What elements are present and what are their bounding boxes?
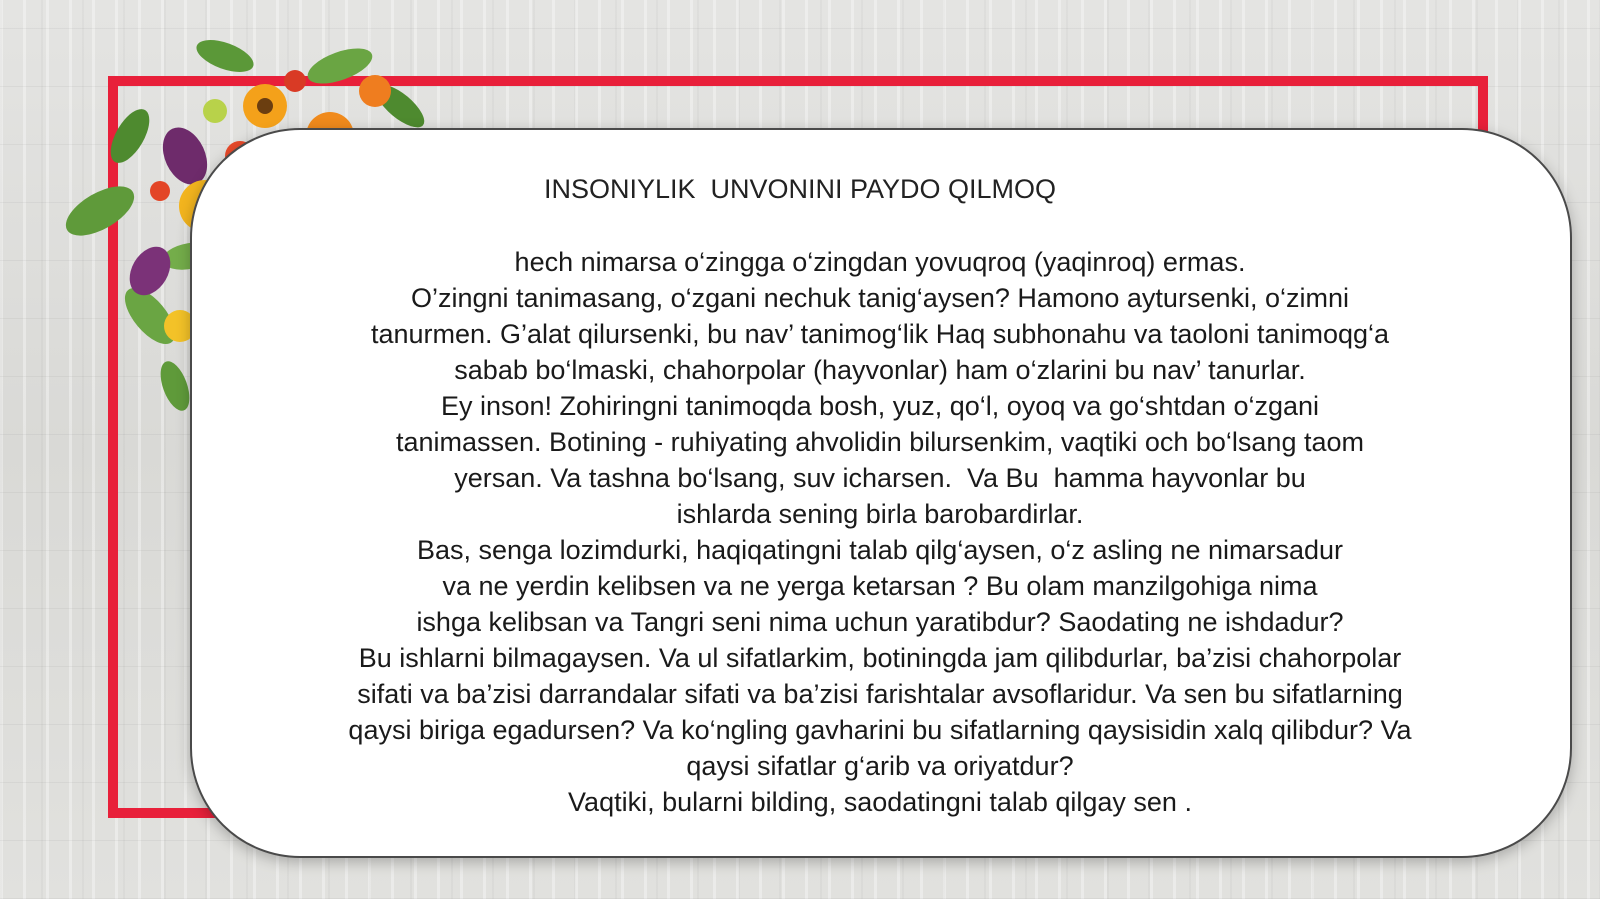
body-line: tanurmen. G’alat qilursenki, bu nav’ tanimog‘lik Haq subhonahu va taoloni tanimoqg‘a [370, 319, 1390, 349]
body-line: ishlarda sening birla barobardirlar. [676, 499, 1084, 529]
body-line: ishga kelibsan va Tangri seni nima uchun yaratibdur? Saodating ne ishdadur? [416, 607, 1344, 637]
body-line: va ne yerdin kelibsen va ne yerga ketarsan ? Bu olam manzilgohiga nima [442, 571, 1318, 601]
slide-title: INSONIYLIK UNVONINI PAYDO QILMOQ [543, 174, 1057, 204]
body-line: Bas, senga lozimdurki, haqiqatingni talab qilg‘aysen, o‘z asling ne nimarsadur [416, 535, 1344, 565]
body-line: Vaqtiki, bularni bilding, saodatingni talab qilgay sen . [568, 787, 1192, 817]
body-line: sabab bo‘lmaski, chahorpolar (hayvonlar) ham o‘zlarini bu nav’ tanurlar. [454, 355, 1306, 385]
body-line: Ey inson! Zohiringni tanimoqda bosh, yuz, qo‘l, oyoq va go‘shtdan o‘zgani [440, 391, 1320, 421]
body-line: O’zingni tanimasang, o‘zgani nechuk tanig‘aysen? Hamono aytursenki, o‘zimni [410, 283, 1349, 313]
slide-body-text [260, 244, 1500, 820]
body-line: sifati va ba’zisi darrandalar sifati va ba’zisi farishtalar avsoflaridur. Va sen bu sifatlarning [357, 679, 1403, 709]
body-line: tanimassen. Botining - ruhiyating ahvolidin bilursenkim, vaqtiki och bo‘lsang taom [395, 427, 1364, 457]
body-line: yersan. Va tashna bo‘lsang, suv icharsen. Va Bu hamma hayvonlar bu [454, 463, 1306, 493]
body-line: qaysi biriga egadursen? Va ko‘ngling gavharini bu sifatlarning qaysisidin xalq qilibdur? Va [348, 715, 1412, 745]
body-line: hech nimarsa o‘zingga o‘zingdan yovuqroq (yaqinroq) ermas. [514, 247, 1246, 277]
body-line: Bu ishlarni bilmagaysen. Va ul sifatlarkim, botiningda jam qilibdurlar, ba’zisi chahorpolar [358, 643, 1402, 673]
body-line: qaysi sifatlar g‘arib va oriyatdur? [686, 751, 1074, 781]
